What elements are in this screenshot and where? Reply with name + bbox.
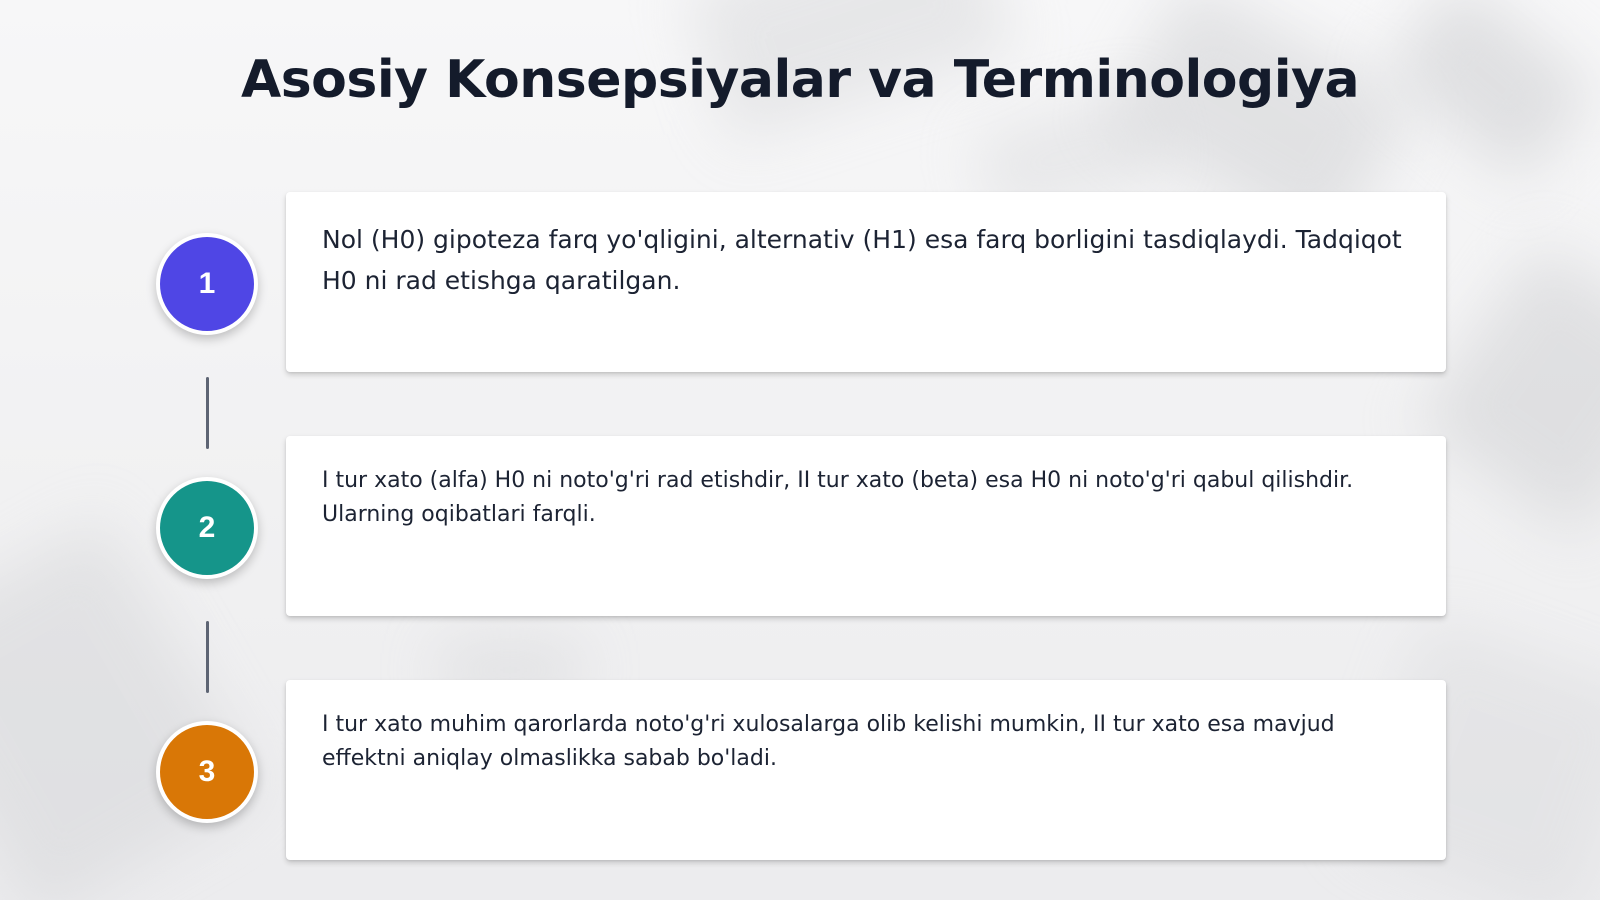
step-1-card	[286, 192, 1446, 372]
timeline-connector	[206, 377, 209, 449]
step-3-card	[286, 680, 1446, 860]
step-1-text: Nol (H0) gipoteza farq yo'qligini, alternativ (H1) esa farq borligini tasdiqlaydi. Tadqiqot H0 ni rad etishga qaratilgan.	[322, 225, 1402, 295]
step-1-number-badge: 1	[156, 233, 258, 335]
step-2-card	[286, 436, 1446, 616]
step-2-text: I tur xato (alfa) H0 ni noto'g'ri rad etishdir, II tur xato (beta) esa H0 ni noto'g'ri qabul qilishdir. Ularning oqibatlari farqli.	[322, 468, 1354, 528]
step-2-number-badge: 2	[156, 477, 258, 579]
step-3-number-badge: 3	[156, 721, 258, 823]
step-3-text: I tur xato muhim qarorlarda noto'g'ri xulosalarga olib kelishi mumkin, II tur xato esa mavjud effektni aniqlay olmaslikka sabab bo'ladi.	[322, 712, 1335, 772]
slide-title: Asosiy Konsepsiyalar va Terminologiya	[240, 50, 1360, 110]
timeline-connector	[206, 621, 209, 693]
